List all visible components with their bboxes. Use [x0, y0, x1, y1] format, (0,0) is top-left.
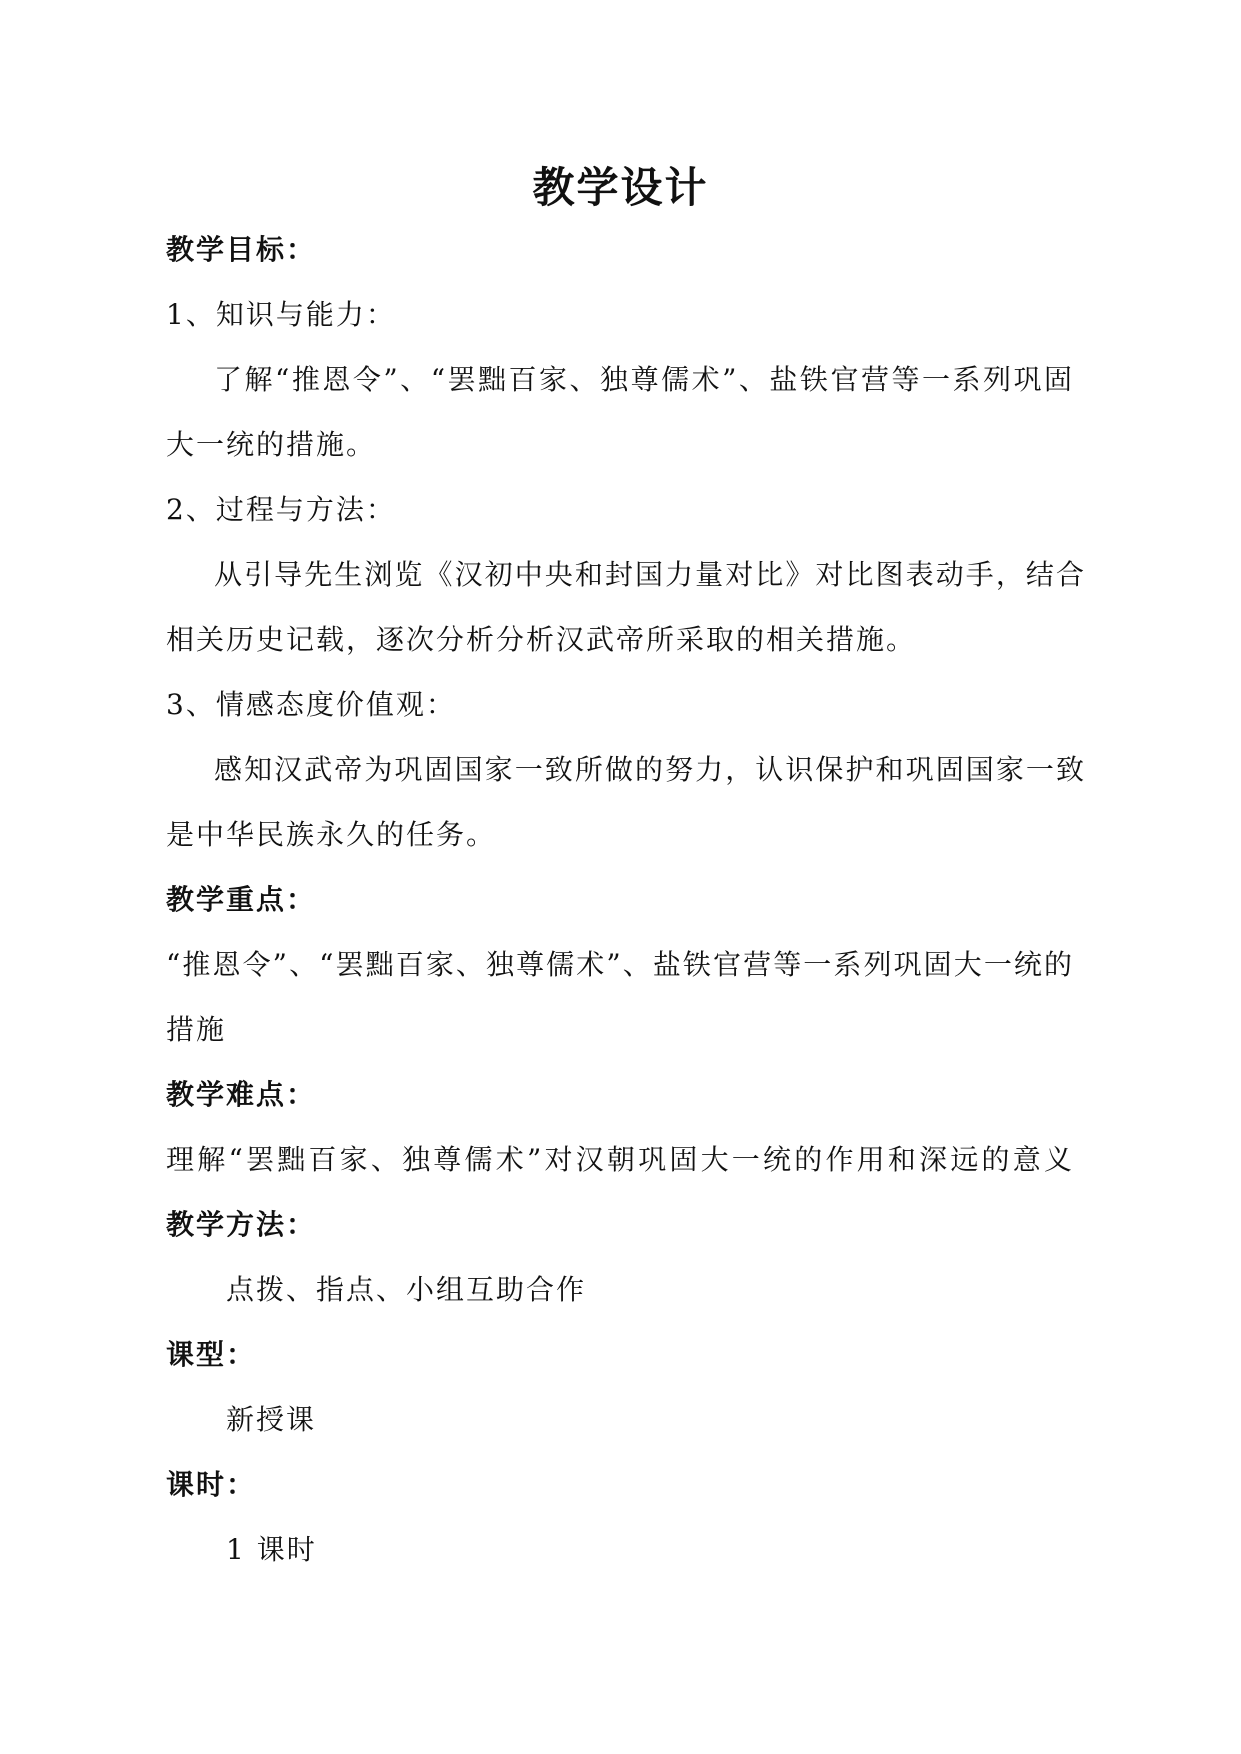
methods-heading: 教学方法：	[166, 1208, 317, 1241]
knowledge-text-line1: 了解“推恩令”、“罢黜百家、独尊儒术”、盐铁官营等一系列巩固	[214, 363, 1074, 396]
methods-line1: 点拨、指点、小组互助合作	[226, 1273, 587, 1306]
process-text-line2: 相关历史记载，逐次分析分析汉武帝所采取的相关措施。	[166, 623, 917, 656]
emotion-label: 3、情感态度价值观：	[166, 688, 456, 721]
knowledge-label: 1、知识与能力：	[166, 298, 396, 331]
key-points-heading: 教学重点：	[166, 883, 317, 916]
process-text-line1: 从引导先生浏览《汉初中央和封国力量对比》对比图表动手，结合	[214, 558, 1086, 591]
emotion-text-line2: 是中华民族永久的任务。	[166, 818, 497, 851]
document-title: 教学设计	[532, 163, 709, 212]
lesson-type-heading: 课型：	[166, 1338, 257, 1371]
class-hours-value: 1 课时	[226, 1533, 317, 1566]
objectives-heading: 教学目标：	[166, 233, 317, 266]
class-hours-heading: 课时：	[166, 1468, 257, 1501]
key-points-line1: “推恩令”、“罢黜百家、独尊儒术”、盐铁官营等一系列巩固大一统的	[166, 948, 1074, 981]
emotion-text-line1: 感知汉武帝为巩固国家一致所做的努力，认识保护和巩固国家一致	[214, 753, 1086, 786]
key-points-line2: 措施	[166, 1013, 227, 1046]
process-label: 2、过程与方法：	[166, 493, 396, 526]
difficulties-heading: 教学难点：	[166, 1078, 317, 1111]
knowledge-text-line2: 大一统的措施。	[166, 428, 377, 461]
difficulties-line1: 理解“罢黜百家、独尊儒术”对汉朝巩固大一统的作用和深远的意义	[166, 1143, 1074, 1176]
lesson-type-value: 新授课	[226, 1403, 317, 1436]
